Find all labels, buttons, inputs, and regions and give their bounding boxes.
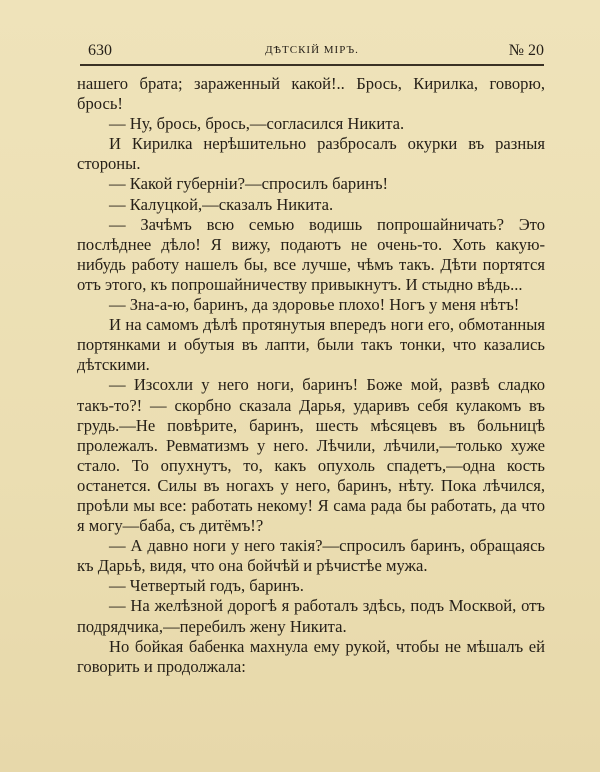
header-rule [80, 64, 544, 66]
paragraph: — Какой губерніи?—спросилъ баринъ! [109, 174, 389, 194]
paragraph: Но бойкая бабенка махнула ему рукой, чтобы не мѣшалъ ей говорить и продолжала: [77, 636, 545, 676]
paragraph: — А давно ноги у него такія?—спросилъ баринъ, обращаясь къ Дарьѣ, видя, что она бойчѣй и рѣчистѣе мужа. [77, 536, 545, 576]
body-text [77, 74, 545, 677]
paragraph: нашего брата; зараженный какой!.. Брось, Кирилка, говорю, брось! [77, 74, 545, 114]
paragraph: — На желѣзной дорогѣ я работалъ здѣсь, подъ Москвой, отъ подрядчика,—перебилъ жену Никита. [77, 596, 545, 636]
journal-title: ДѢТСКІЙ МІРЪ. [265, 44, 359, 56]
paragraph: — Зна-а-ю, баринъ, да здоровье плохо! Ногъ у меня нѣтъ! [109, 295, 520, 315]
paragraph: — Изсохли у него ноги, баринъ! Боже мой, развѣ сладко такъ-то?! — скорбно сказала Дарья, ударивъ себя кулакомъ въ грудь.—Не повѣрите, баринъ, шесть мѣсяцевъ въ больницѣ пролежалъ. Ревматизмъ у него. Лѣчили, лѣчили,—только хуже стало. То опухнутъ, то, какъ опухоль спадетъ,—одна кость останется. Силы въ ногахъ у него, баринъ, нѣту. Пока лѣчился, проѣли мы все: работать некому! Я сама рада бы работать, да что я могу—баба, съ дитёмъ!? [77, 375, 545, 536]
paragraph: — Ну, брось, брось,—согласился Никита. [109, 114, 405, 134]
paragraph: — Калуцкой,—сказалъ Никита. [109, 194, 334, 214]
running-header [80, 42, 544, 64]
issue-number: № 20 [508, 42, 544, 59]
paragraph: — Зачѣмъ всю семью водишь попрошайничать? Это послѣднее дѣло! Я вижу, подаютъ не очень-то. Хоть какую-нибудь работу нашелъ бы, все лучше, чѣмъ такъ. Дѣти портятся отъ этого, къ попрошайничеству привыкнутъ. И стыдно вѣдь... [77, 214, 545, 294]
paragraph: И на самомъ дѣлѣ протянутыя впередъ ноги его, обмотанныя портянками и обутыя въ лапти, были такъ тонки, что казались дѣтскими. [77, 315, 545, 375]
paragraph: — Четвертый годъ, баринъ. [109, 576, 304, 596]
paragraph: И Кирилка нерѣшительно разбросалъ окурки въ разныя стороны. [77, 134, 545, 174]
page-number: 630 [88, 42, 112, 59]
